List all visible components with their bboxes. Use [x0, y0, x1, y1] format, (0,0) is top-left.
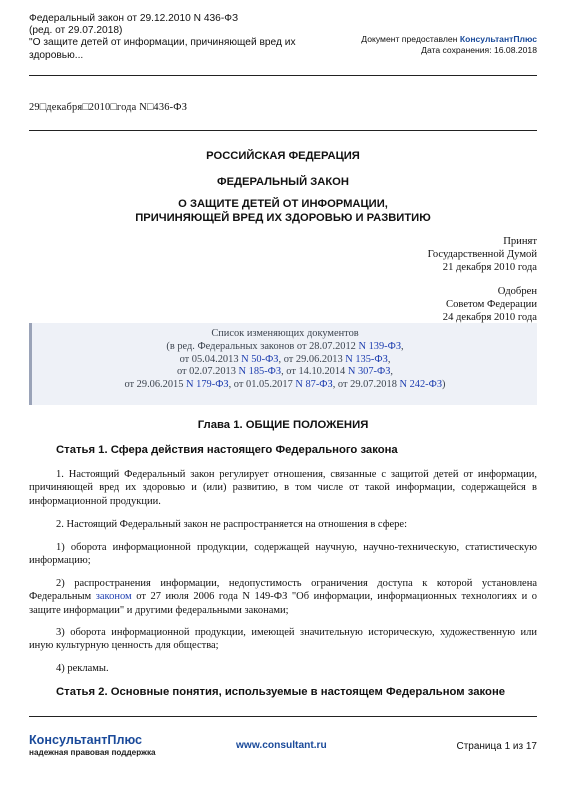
- accepted-line: Принят: [503, 236, 537, 247]
- logo-name: КонсультантПлюс: [29, 733, 143, 747]
- date-divider: [29, 130, 537, 131]
- country-title: РОССИЙСКАЯ ФЕДЕРАЦИЯ: [206, 150, 360, 162]
- law-name-line: ПРИЧИНЯЮЩЕЙ ВРЕД ИХ ЗДОРОВЬЮ И РАЗВИТИЮ: [135, 212, 431, 224]
- page-number: Страница 1 из 17: [456, 741, 537, 752]
- chapter-heading: Глава 1. ОБЩИЕ ПОЛОЖЕНИЯ: [197, 419, 369, 431]
- amendments-line: [35, 354, 535, 367]
- amendment-link[interactable]: N 135-ФЗ: [345, 353, 388, 365]
- amendment-link[interactable]: N 139-ФЗ: [358, 340, 402, 352]
- amendments-line: [35, 379, 535, 392]
- amendment-text: ,: [390, 366, 394, 378]
- approved-line: Советом Федерации: [446, 299, 537, 311]
- amendment-text: ,: [387, 353, 391, 365]
- amendment-link[interactable]: N 179-ФЗ: [186, 379, 229, 391]
- consultant-logo: [29, 733, 156, 758]
- amendment-link[interactable]: N 87-ФЗ: [295, 379, 333, 391]
- paragraph: 1. Настоящий Федеральный закон регулирует отношения, связанные с защитой детей от информации, причиняющей вред их здоровью и (или) развитию, в том числе от такой информации, содержащейся в информационной продукции.: [29, 469, 537, 507]
- paragraph-text: 2) распространения информации, недопустимость ограничения доступа к которой установлена Федеральным: [29, 578, 537, 603]
- paragraph: [29, 577, 537, 617]
- article-heading: Статья 1. Сфера действия настоящего Федерального закона: [56, 444, 398, 456]
- article-heading: Статья 2. Основные понятия, используемые в настоящем Федеральном законе: [56, 686, 506, 698]
- header-doc-line: (ред. от 29.07.2018): [29, 25, 123, 37]
- amendments-list: [35, 328, 535, 392]
- law-name-title: [29, 197, 537, 225]
- amendment-text: , от 14.10.2014: [281, 366, 348, 378]
- paragraph: 3) оборота информационной продукции, имеющей значительную историческую, художественную или иную культурную ценность для общества;: [29, 627, 537, 652]
- amendment-text: от 29.06.2015: [124, 379, 187, 391]
- amendment-text: от 05.04.2013: [179, 353, 242, 365]
- accepted-block: [428, 235, 537, 275]
- amendment-link[interactable]: N 242-ФЗ: [399, 379, 443, 391]
- amendment-text: , от 29.07.2018: [332, 379, 400, 391]
- website-link[interactable]: www.consultant.ru: [236, 740, 327, 751]
- approved-line: 24 декабря 2010 года: [442, 312, 537, 324]
- accepted-line: Государственной Думой: [427, 249, 537, 261]
- header-divider: [29, 75, 537, 76]
- header-doc-line: Федеральный закон от 29.12.2010 N 436-ФЗ: [29, 13, 239, 24]
- amendment-text: ): [442, 379, 446, 391]
- footer-divider: [29, 716, 537, 717]
- law-name-line: О ЗАЩИТЕ ДЕТЕЙ ОТ ИНФОРМАЦИИ,: [178, 198, 388, 210]
- amendments-heading: Список изменяющих документов: [211, 328, 359, 339]
- law-type-title: ФЕДЕРАЛЬНЫЙ ЗАКОН: [217, 176, 349, 188]
- amendments-line: [35, 341, 535, 354]
- document-provider-info: [361, 34, 537, 55]
- amendment-text: от 02.07.2013: [176, 366, 239, 378]
- law-date-line: 29□декабря□2010□года N□436-ФЗ: [29, 102, 188, 113]
- header-doc-line: здоровью...: [29, 49, 84, 61]
- amendment-text: , от 29.06.2013: [278, 353, 346, 365]
- header-doc-line: "О защите детей от информации, причиняющей вред их: [29, 37, 296, 49]
- amendment-link[interactable]: N 50-ФЗ: [241, 353, 279, 365]
- logo-tagline: надежная правовая поддержка: [29, 748, 156, 757]
- paragraph: 1) оборота информационной продукции, содержащей научную, научно-техническую, статистическую информацию;: [29, 542, 537, 567]
- provided-by-label: Документ предоставлен: [361, 34, 460, 44]
- document-header-title: [29, 13, 329, 62]
- saved-date: Дата сохранения: 16.08.2018: [421, 44, 537, 55]
- paragraph: 4) рекламы.: [56, 663, 109, 674]
- amendments-box: [29, 323, 537, 405]
- amendment-text: (в ред. Федеральных законов от 28.07.2012: [166, 340, 359, 352]
- law-link[interactable]: законом: [95, 591, 132, 603]
- amendments-accent-bar: [29, 323, 32, 405]
- provider-brand: КонсультантПлюс: [459, 34, 537, 44]
- amendment-text: , от 01.05.2017: [228, 379, 296, 391]
- amendment-link[interactable]: N 307-ФЗ: [347, 366, 391, 378]
- paragraph-text: от 27 июля 2006 года N 149-ФЗ "Об информации, информационных технологиях и о защите информации" и другими федеральными законами;: [29, 591, 538, 616]
- approved-line: Одобрен: [497, 286, 537, 297]
- amendments-line: [35, 366, 535, 379]
- amendment-link[interactable]: N 185-ФЗ: [238, 366, 282, 378]
- approved-block: [443, 285, 537, 325]
- accepted-line: 21 декабря 2010 года: [442, 262, 537, 274]
- paragraph: 2. Настоящий Федеральный закон не распространяется на отношения в сфере:: [56, 519, 407, 530]
- amendment-text: ,: [401, 340, 404, 352]
